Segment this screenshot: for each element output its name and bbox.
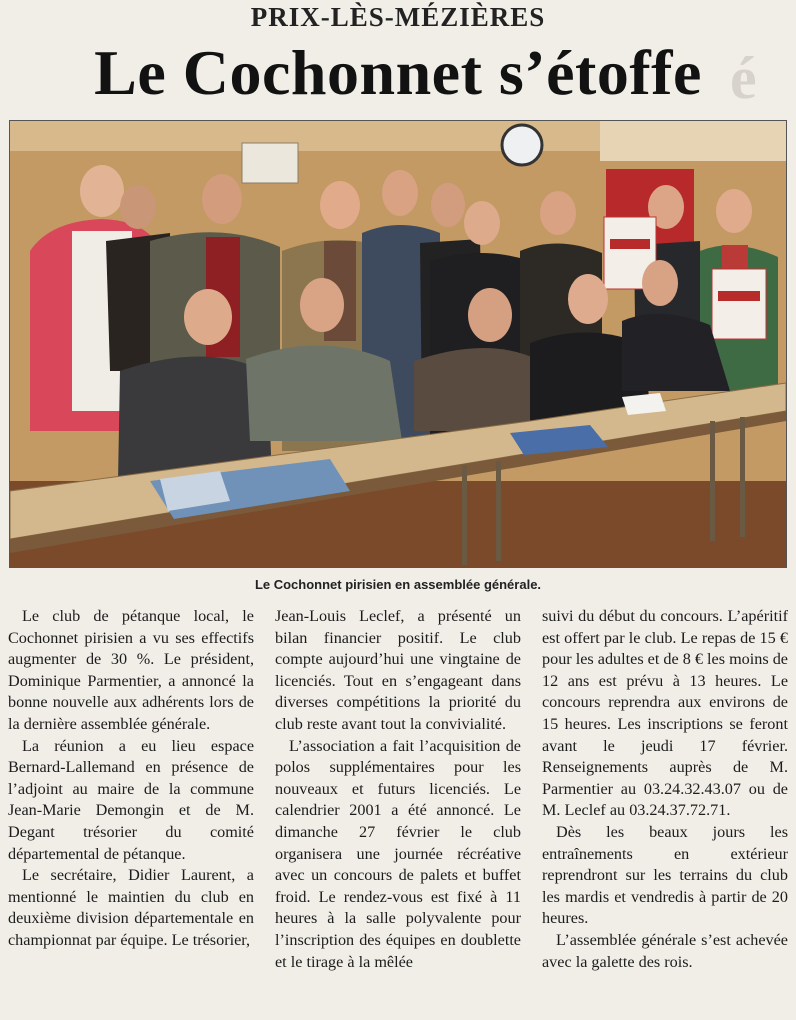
paragraph: suivi du début du concours. L’apéritif est offert par le club. Le repas de 15 € pour les adultes et de 8 € les moins de 12 ans est prévu à 13 heures. Le concours reprendra aux environs de 15 heures. Les inscriptions se feront avant le jeudi 17 février. Renseignements auprès de M. Parmentier au 03.24.32.43.07 ou de M. Leclef au 03.24.37.72.71. [542,607,788,820]
wall-plaque [242,143,298,183]
article-column-2 [275,606,521,1020]
photo-caption: Le Cochonnet pirisien en assemblée générale. [254,577,542,592]
paragraph: L’association a fait l’acquisition de polos supplémentaires pour les nouveaux et futurs licenciés. Le calendrier 2001 a été annoncé. Le dimanche 27 février le club organisera une journée récréative avec un concours de palets et buffet froid. Le rendez-vous est fixé à 11 heures à la salle polyvalente pour l’inscription des équipes en doublette et le tirage à la mêlée [275,736,521,971]
paragraph: La réunion a eu lieu espace Bernard-Lallemand en présence de l’adjoint au maire de la commune Jean-Marie Demongin et de M. Degant trésorier du comité départemental de pétanque. [8,736,254,863]
paragraph: Dès les beaux jours les entraînements en extérieur reprendront sur les terrains du club les mardis et vendredis à partir de 20 heures. [542,822,788,928]
background-text-fragment: é [730,45,757,111]
article-column-1 [8,606,254,1020]
paragraph: Le secrétaire, Didier Laurent, a mentionné le maintien du club en deuxième division départementale en championnat par équipe. Le trésorier, [8,866,254,949]
article-body [8,606,788,1020]
paragraph: Jean-Louis Leclef, a présenté un bilan financier positif. Le club compte aujourd’hui une vingtaine de licenciés. Tout en s’engageant dans diverses compétitions la priorité du club reste avant tout la convivialité. [275,607,521,733]
held-poster [712,269,766,339]
paragraph: Le club de pétanque local, le Cochonnet pirisien a vu ses effectifs augmenter de 30 %. Le président, Dominique Parmentier, a annoncé la bonne nouvelle aux adhérents lors de la dernière assemblée générale. [8,607,254,733]
paragraph: L’assemblée générale s’est achevée avec la galette des rois. [542,930,788,971]
article-kicker: PRIX-LÈS-MÉZIÈRES [250,2,546,32]
wall-clock [502,125,542,165]
article-headline: Le Cochonnet s’étoffe [94,37,702,108]
group-photo [9,120,787,568]
article-column-3 [542,606,788,1020]
